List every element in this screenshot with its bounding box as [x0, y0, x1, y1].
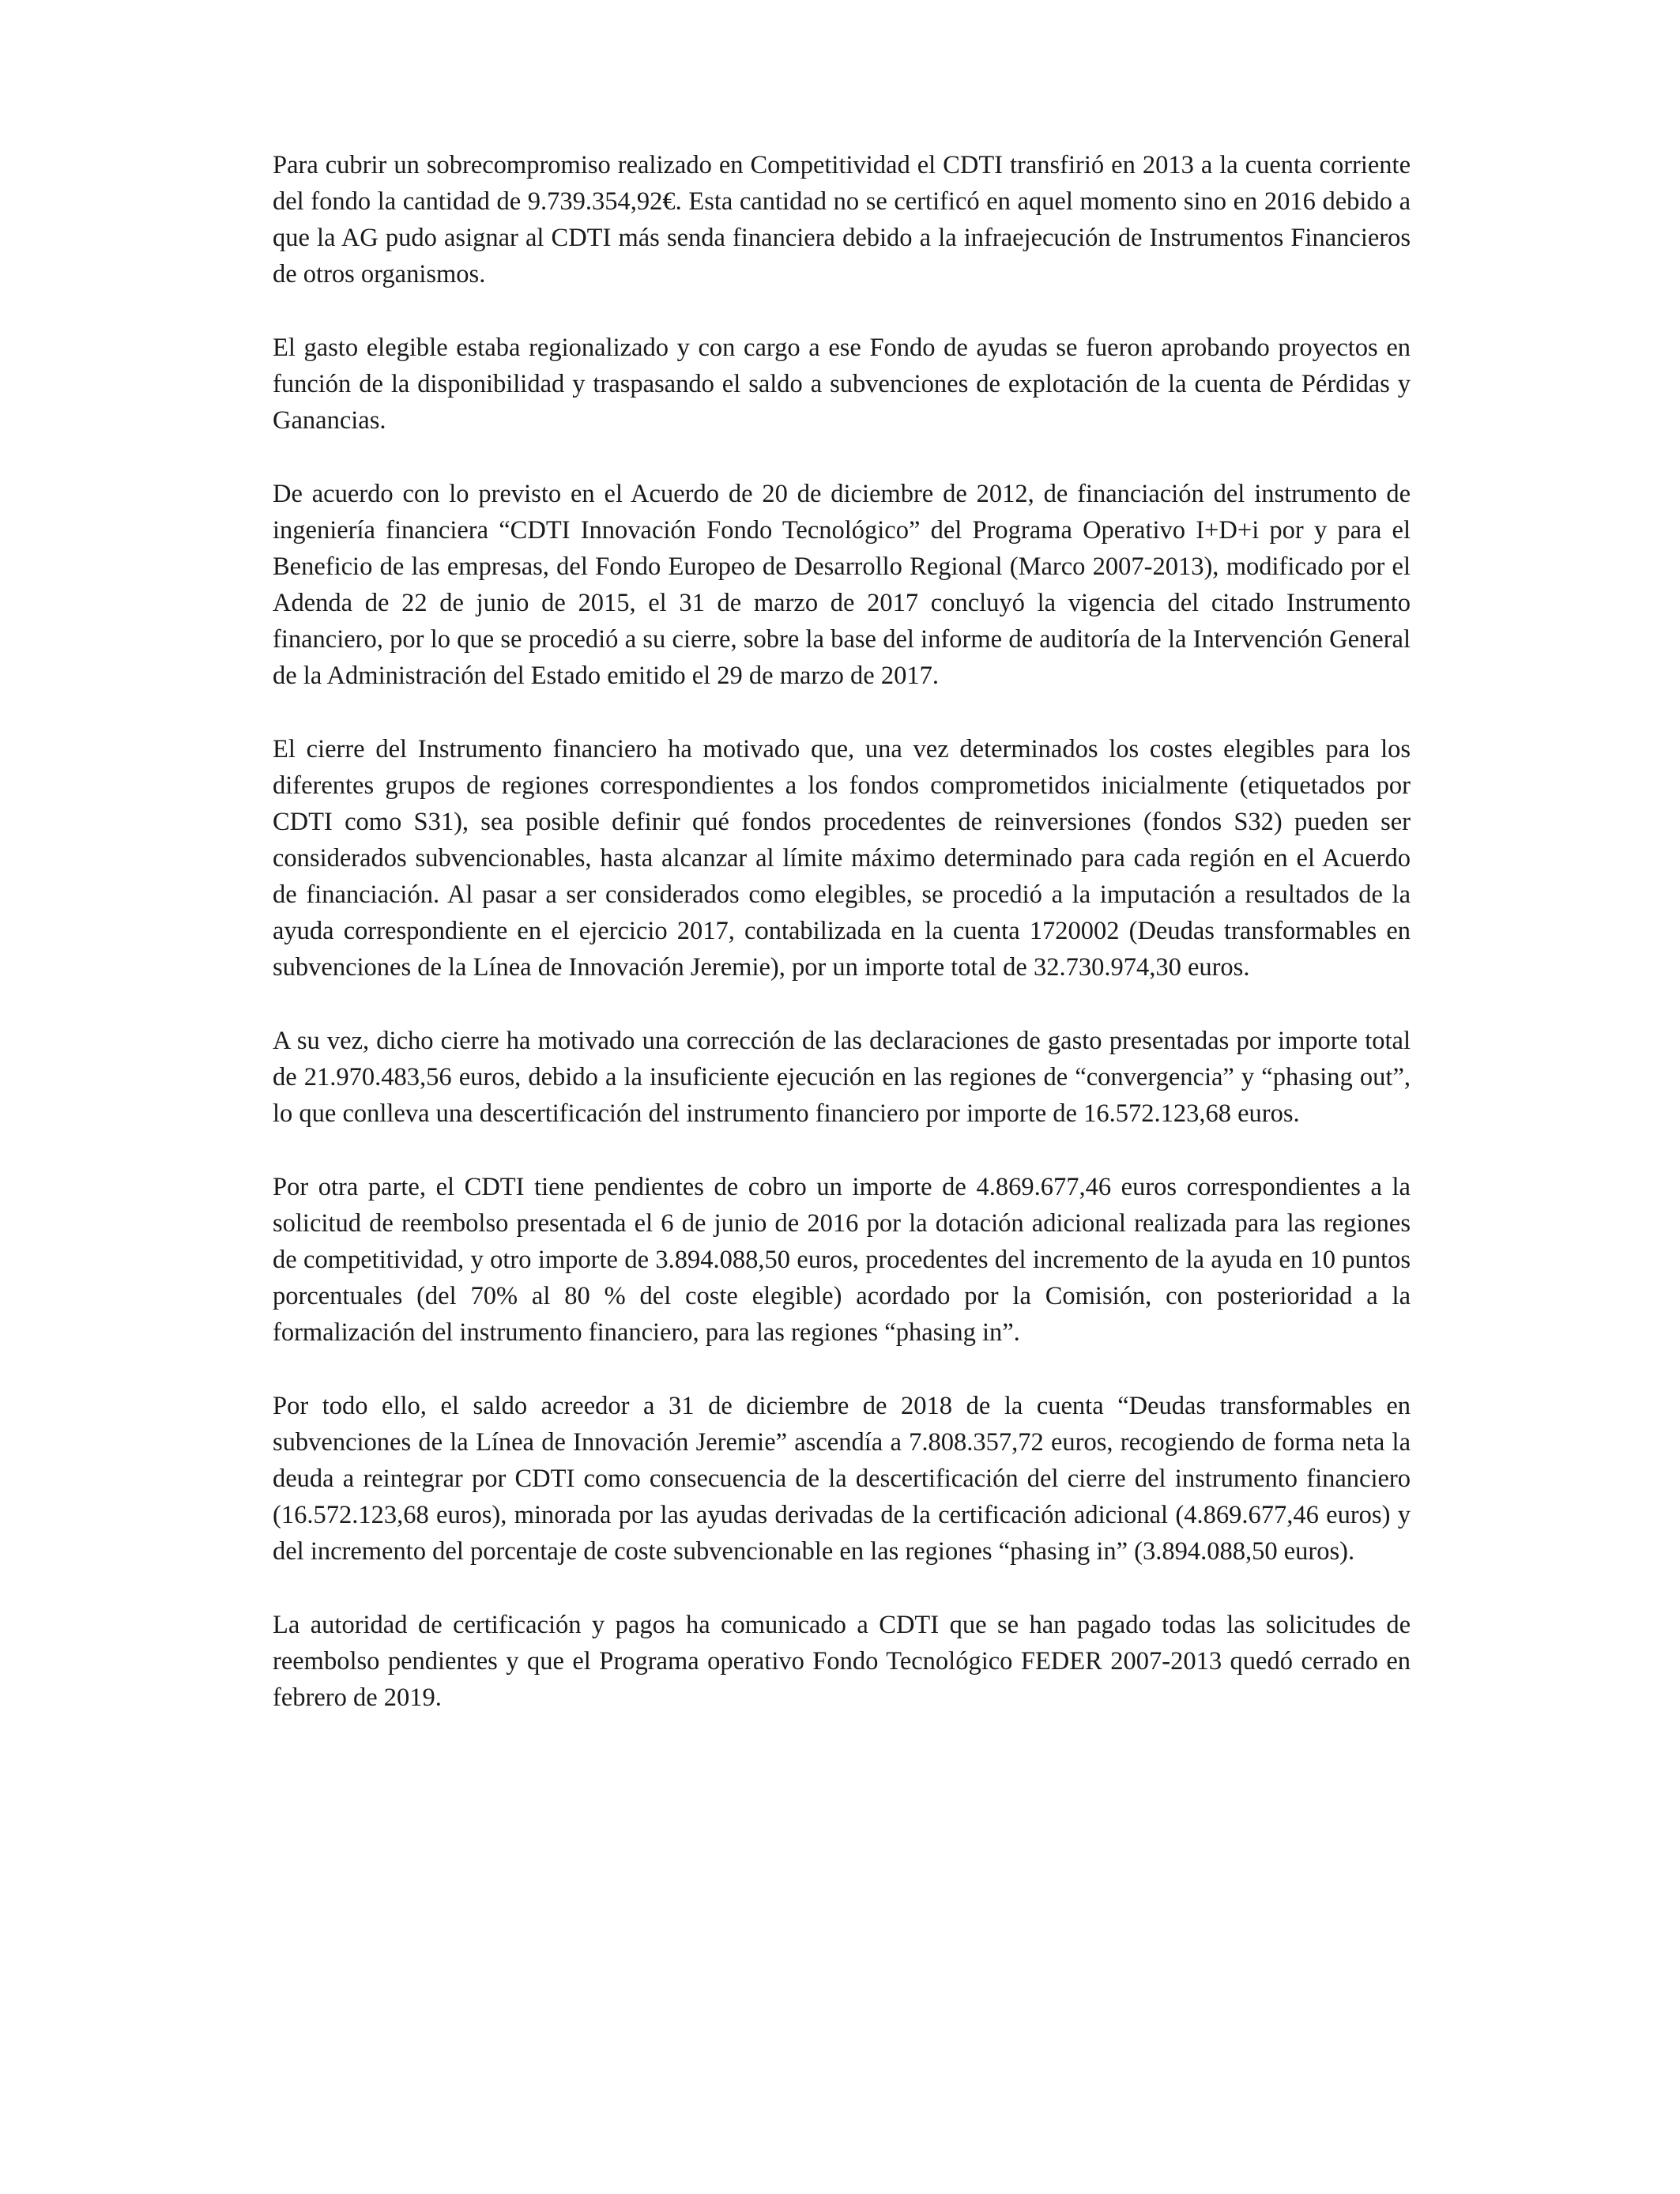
- paragraph-sobrecompromiso: Para cubrir un sobrecompromiso realizado en Competitividad el CDTI transfirió en 2013 a la cuenta corriente del fondo la cantidad de 9.739.354,92€. Esta cantidad no se certificó en aquel momento sino en 2016 debido a que la AG pudo asignar al CDTI más senda financiera debido a la infraejecución de Instrumentos Financieros de otros organismos.: [273, 151, 1411, 288]
- paragraph-correccion-declaraciones: A su vez, dicho cierre ha motivado una corrección de las declaraciones de gasto presentadas por importe total de 21.970.483,56 euros, debido a la insuficiente ejecución en las regiones de “convergencia” y “phasing out”, lo que conlleva una descertificación del instrumento financiero por importe de 16.572.123,68 euros.: [273, 1027, 1411, 1128]
- paragraph-pendientes-cobro: Por otra parte, el CDTI tiene pendientes de cobro un importe de 4.869.677,46 euros correspondientes a la solicitud de reembolso presentada el 6 de junio de 2016 por la dotación adicional realizada para las regiones de competitividad, y otro importe de 3.894.088,50 euros, procedentes del incremento de la ayuda en 10 puntos porcentuales (del 70% al 80 % del coste elegible) acordado por la Comisión, con posterioridad a la formalización del instrumento financiero, para las regiones “phasing in”.: [273, 1173, 1411, 1347]
- paragraph-autoridad-certificacion: La autoridad de certificación y pagos ha comunicado a CDTI que se han pagado todas las solicitudes de reembolso pendientes y que el Programa operativo Fondo Tecnológico FEDER 2007-2013 quedó cerrado en febrero de 2019.: [273, 1611, 1411, 1712]
- paragraph-saldo-acreedor: Por todo ello, el saldo acreedor a 31 de diciembre de 2018 de la cuenta “Deudas transformables en subvenciones de la Línea de Innovación Jeremie” ascendía a 7.808.357,72 euros, recogiendo de forma neta la deuda a reintegrar por CDTI como consecuencia de la descertificación del cierre del instrumento financiero (16.572.123,68 euros), minorada por las ayudas derivadas de la certificación adicional (4.869.677,46 euros) y del incremento del porcentaje de coste subvencionable en las regiones “phasing in” (3.894.088,50 euros).: [273, 1392, 1411, 1566]
- paragraph-cierre-instrumento: El cierre del Instrumento financiero ha motivado que, una vez determinados los costes elegibles para los diferentes grupos de regiones correspondientes a los fondos comprometidos inicialmente (etiquetados por CDTI como S31), sea posible definir qué fondos procedentes de reinversiones (fondos S32) pueden ser considerados subvencionables, hasta alcanzar al límite máximo determinado para cada región en el Acuerdo de financiación. Al pasar a ser considerados como elegibles, se procedió a la imputación a resultados de la ayuda correspondiente en el ejercicio 2017, contabilizada en la cuenta 1720002 (Deudas transformables en subvenciones de la Línea de Innovación Jeremie), por un importe total de 32.730.974,30 euros.: [273, 735, 1411, 982]
- document-body: [273, 147, 1411, 1753]
- paragraph-gasto-elegible: El gasto elegible estaba regionalizado y con cargo a ese Fondo de ayudas se fueron aprobando proyectos en función de la disponibilidad y traspasando el saldo a subvenciones de explotación de la cuenta de Pérdidas y Ganancias.: [273, 334, 1411, 435]
- paragraph-acuerdo-financiacion: De acuerdo con lo previsto en el Acuerdo de 20 de diciembre de 2012, de financiación del instrumento de ingeniería financiera “CDTI Innovación Fondo Tecnológico” del Programa Operativo I+D+i por y para el Beneficio de las empresas, del Fondo Europeo de Desarrollo Regional (Marco 2007-2013), modificado por el Adenda de 22 de junio de 2015, el 31 de marzo de 2017 concluyó la vigencia del citado Instrumento financiero, por lo que se procedió a su cierre, sobre la base del informe de auditoría de la Intervención General de la Administración del Estado emitido el 29 de marzo de 2017.: [273, 480, 1411, 690]
